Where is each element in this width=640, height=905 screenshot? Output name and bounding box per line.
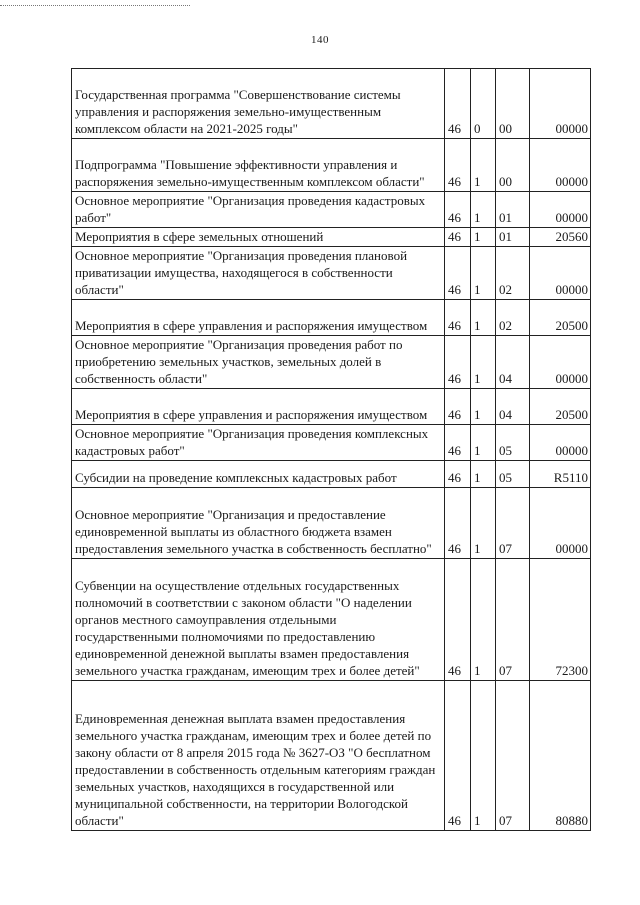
direction-code-cell: 72300 [530,559,591,681]
subprogram-code-cell: 1 [471,461,496,488]
table-row [72,389,591,425]
direction-code-cell: 00000 [530,69,591,139]
direction-code-cell: 20500 [530,389,591,425]
activity-code-cell: 05 [496,461,530,488]
row-name-cell: Основное мероприятие "Организация проведения плановой приватизации имущества, находящегося в собственности области" [72,247,445,300]
activity-code-cell: 00 [496,139,530,192]
table-row [72,139,591,192]
subprogram-code-cell: 1 [471,488,496,559]
direction-code-cell: 20500 [530,300,591,336]
subprogram-code-cell: 1 [471,139,496,192]
table-row [72,488,591,559]
activity-code-cell: 04 [496,336,530,389]
table-row [72,336,591,389]
program-code-cell: 46 [445,300,471,336]
activity-code-cell: 04 [496,389,530,425]
subprogram-code-cell: 1 [471,247,496,300]
subprogram-code-cell: 1 [471,300,496,336]
program-code-cell: 46 [445,192,471,228]
table-row [72,681,591,831]
table-row [72,559,591,681]
direction-code-cell: 00000 [530,139,591,192]
row-name-cell: Субсидии на проведение комплексных кадастровых работ [72,461,445,488]
activity-code-cell: 07 [496,488,530,559]
row-name-cell: Единовременная денежная выплата взамен предоставления земельного участка гражданам, имеющим трех и более детей по закону области от 8 апреля 2015 года № 3627-ОЗ "О бесплатном предоставлении в собственность отдельным категориям граждан земельных участков, находящихся в государственной или муниципальной собственности, на территории Вологодской области" [72,681,445,831]
activity-code-cell: 01 [496,228,530,247]
direction-code-cell: 00000 [530,488,591,559]
table-row [72,192,591,228]
direction-code-cell: 00000 [530,247,591,300]
direction-code-cell: 00000 [530,192,591,228]
budget-classification-table [71,68,591,831]
program-code-cell: 46 [445,336,471,389]
row-name-cell: Основное мероприятие "Организация проведения кадастровых работ" [72,192,445,228]
subprogram-code-cell: 1 [471,336,496,389]
program-code-cell: 46 [445,228,471,247]
subprogram-code-cell: 1 [471,192,496,228]
direction-code-cell: 20560 [530,228,591,247]
row-name-cell: Основное мероприятие "Организация проведения работ по приобретению земельных участков, земельных долей в собственность области" [72,336,445,389]
subprogram-code-cell: 1 [471,389,496,425]
direction-code-cell: 00000 [530,336,591,389]
activity-code-cell: 00 [496,69,530,139]
direction-code-cell: 00000 [530,425,591,461]
activity-code-cell: 02 [496,247,530,300]
direction-code-cell: 80880 [530,681,591,831]
subprogram-code-cell: 0 [471,69,496,139]
page-number: 140 [311,34,329,46]
subprogram-code-cell: 1 [471,559,496,681]
row-name-cell: Мероприятия в сфере управления и распоряжения имуществом [72,300,445,336]
table-row [72,461,591,488]
table-row [72,228,591,247]
activity-code-cell: 02 [496,300,530,336]
activity-code-cell: 07 [496,681,530,831]
subprogram-code-cell: 1 [471,425,496,461]
program-code-cell: 46 [445,389,471,425]
program-code-cell: 46 [445,425,471,461]
table-row [72,247,591,300]
activity-code-cell: 05 [496,425,530,461]
row-name-cell: Основное мероприятие "Организация и предоставление единовременной выплаты из областного бюджета взамен предоставления земельного участка в собственность бесплатно" [72,488,445,559]
table-row [72,69,591,139]
row-name-cell: Мероприятия в сфере управления и распоряжения имуществом [72,389,445,425]
row-name-cell: Государственная программа "Совершенствование системы управления и распоряжения земельно-имущественным комплексом области на 2021-2025 годы" [72,69,445,139]
table-row [72,300,591,336]
row-name-cell: Мероприятия в сфере земельных отношений [72,228,445,247]
table-row [72,425,591,461]
program-code-cell: 46 [445,488,471,559]
program-code-cell: 46 [445,69,471,139]
program-code-cell: 46 [445,559,471,681]
program-code-cell: 46 [445,247,471,300]
program-code-cell: 46 [445,681,471,831]
row-name-cell: Основное мероприятие "Организация проведения комплексных кадастровых работ" [72,425,445,461]
program-code-cell: 46 [445,139,471,192]
subprogram-code-cell: 1 [471,228,496,247]
row-name-cell: Субвенции на осуществление отдельных государственных полномочий в соответствии с законом области "О наделении органов местного самоуправления отдельными государственными полномочиями по предоставлению единовременной денежной выплаты взамен предоставления земельного участка гражданам, имеющим трех и более детей" [72,559,445,681]
direction-code-cell: R5110 [530,461,591,488]
activity-code-cell: 07 [496,559,530,681]
row-name-cell: Подпрограмма "Повышение эффективности управления и распоряжения земельно-имущественным комплексом области" [72,139,445,192]
activity-code-cell: 01 [496,192,530,228]
program-code-cell: 46 [445,461,471,488]
subprogram-code-cell: 1 [471,681,496,831]
scan-top-edge-line [0,5,190,6]
